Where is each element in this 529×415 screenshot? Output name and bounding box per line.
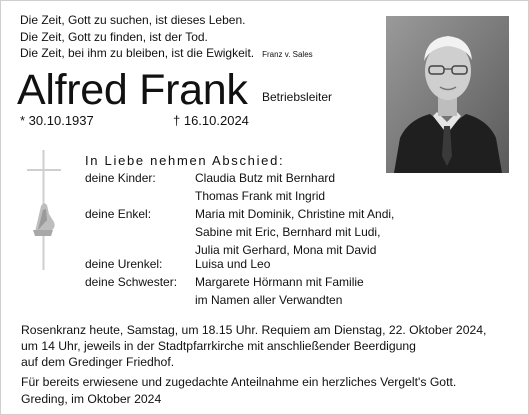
sister-line: Margarete Hörmann mit Familie: [195, 275, 364, 289]
great-grandchildren-label: deine Urenkel:: [85, 257, 163, 271]
grandchildren-line: Maria mit Dominik, Christine mit Andi,: [195, 207, 395, 221]
quote-line-2: Die Zeit, Gott zu finden, ist der Tod.: [20, 29, 208, 44]
mourners-heading: In Liebe nehmen Abschied:: [85, 153, 285, 168]
children-line: Claudia Butz mit Bernhard: [195, 171, 336, 185]
service-line: um 14 Uhr, jeweils in der Stadtpfarrkirche mit anschließender Beerdigung: [21, 339, 416, 353]
children-line: Thomas Frank mit Ingrid: [195, 189, 326, 203]
grandchildren-line: Julia mit Gerhard, Mona mit David: [195, 243, 377, 257]
sister-label: deine Schwester:: [85, 275, 178, 289]
deceased-role: Betriebsleiter: [262, 90, 333, 104]
service-line: auf dem Gredinger Friedhof.: [21, 355, 175, 369]
birth-date: * 30.10.1937: [20, 113, 94, 128]
quote-author: Franz v. Sales: [262, 50, 313, 59]
death-date: † 16.10.2024: [173, 113, 249, 128]
deceased-name: Alfred Frank: [17, 66, 248, 114]
children-label: deine Kinder:: [85, 171, 156, 185]
quote-line-3-text: Die Zeit, bei ihm zu bleiben, ist die Ewigkeit.: [20, 46, 255, 60]
place-date: Greding, im Oktober 2024: [21, 392, 162, 406]
quote-block: [20, 12, 313, 64]
quote-line-1: Die Zeit, Gott zu suchen, ist dieses Leben.: [20, 13, 246, 27]
great-grandchildren-line: Luisa und Leo: [195, 257, 271, 271]
sister-line: im Namen aller Verwandten: [195, 293, 343, 307]
service-line: Rosenkranz heute, Samstag, um 18.15 Uhr. Requiem am Dienstag, 22. Oktober 2024,: [21, 323, 487, 337]
quote-line-3: [20, 45, 313, 64]
thanks-text: Für bereits erwiesene und zugedachte Anteilnahme ein herzliches Vergelt's Gott.: [21, 375, 457, 389]
grandchildren-line: Sabine mit Eric, Bernhard mit Ludi,: [195, 225, 381, 239]
cross-with-praying-hands-icon: [27, 150, 63, 275]
grandchildren-label: deine Enkel:: [85, 207, 152, 221]
portrait-photo: [386, 16, 509, 173]
